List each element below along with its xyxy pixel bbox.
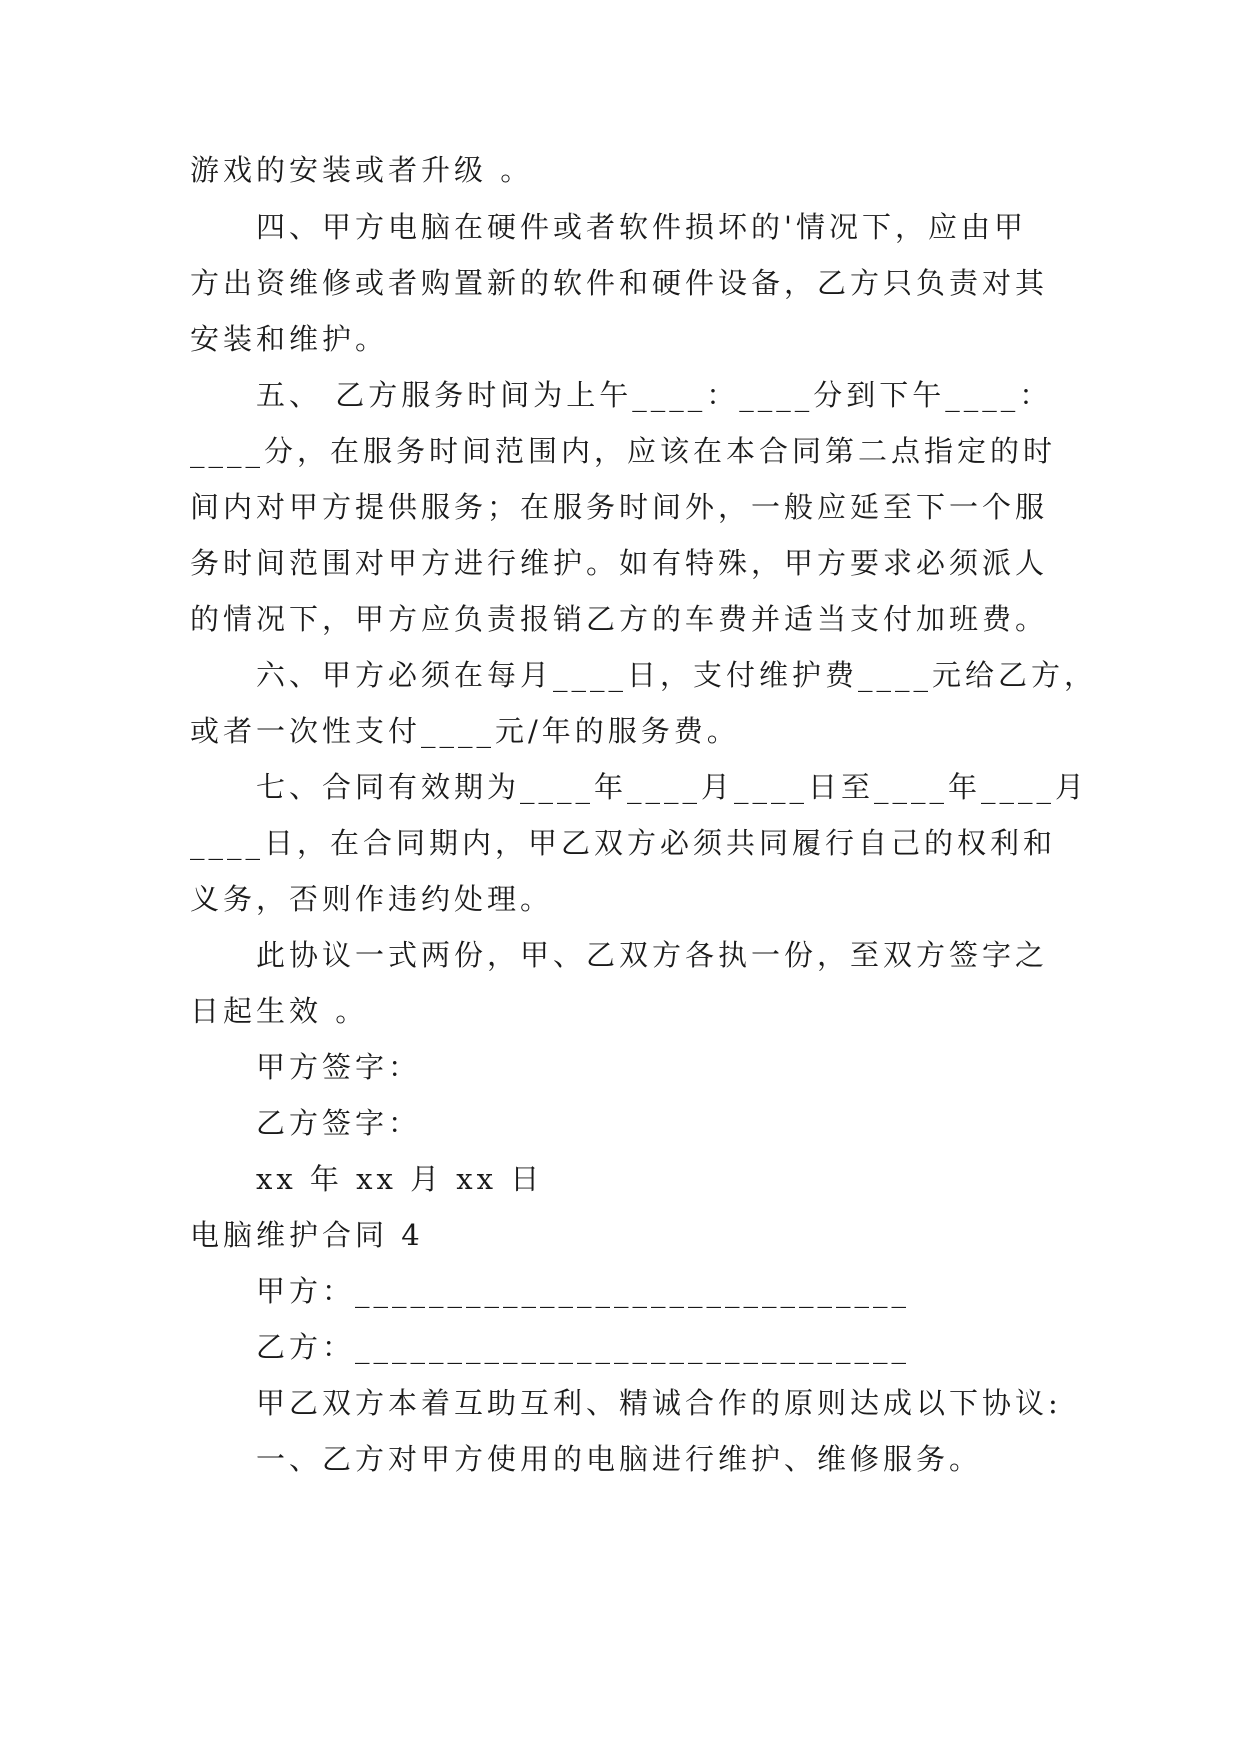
text-line: 的情况下，甲方应负责报销乙方的车费并适当支付加班费。	[190, 602, 1049, 636]
clause-6-line: 六、甲方必须在每月____日，支付维护费____元给乙方，	[256, 658, 1098, 692]
signature-date: xx 年 xx 月 xx 日	[256, 1162, 544, 1196]
clause-7-line: 七、合同有效期为____年____月____日至____年____月	[256, 770, 1089, 804]
clause-5-line: 五、 乙方服务时间为上午____：____分到下午____：	[256, 378, 1053, 412]
party-b-signature-label: 乙方签字：	[256, 1106, 422, 1140]
text-line: 安装和维护。	[190, 322, 389, 356]
text-line: 方出资维修或者购置新的软件和硬件设备，乙方只负责对其	[190, 266, 1049, 300]
clause-1-line: 一、乙方对甲方使用的电脑进行维护、维修服务。	[256, 1442, 983, 1476]
contract-4-title: 电脑维护合同 4	[190, 1218, 424, 1252]
text-line: 游戏的安装或者升级 。	[190, 153, 534, 187]
text-line: 日起生效 。	[190, 994, 369, 1028]
text-line: 或者一次性支付____元/年的服务费。	[190, 714, 740, 748]
agreement-copies-line: 此协议一式两份，甲、乙双方各执一份，至双方签字之	[256, 938, 1049, 972]
text-line: ____分，在服务时间范围内，应该在本合同第二点指定的时	[190, 434, 1057, 468]
text-line: 务时间范围对甲方进行维护。如有特殊，甲方要求必须派人	[190, 546, 1049, 580]
party-a-field: 甲方：______________________________	[256, 1274, 911, 1308]
clause-4-line: 四、甲方电脑在硬件或者软件损坏的'情况下，应由甲	[256, 210, 1027, 244]
text-line: 间内对甲方提供服务；在服务时间外，一般应延至下一个服	[190, 490, 1049, 524]
text-line: 义务，否则作违约处理。	[190, 882, 554, 916]
party-a-signature-label: 甲方签字：	[256, 1050, 422, 1084]
party-b-field: 乙方：______________________________	[256, 1330, 911, 1364]
agreement-intro-line: 甲乙双方本着互助互利、精诚合作的原则达成以下协议:	[256, 1386, 1062, 1420]
text-line: ____日，在合同期内，甲乙双方必须共同履行自己的权利和	[190, 826, 1057, 860]
